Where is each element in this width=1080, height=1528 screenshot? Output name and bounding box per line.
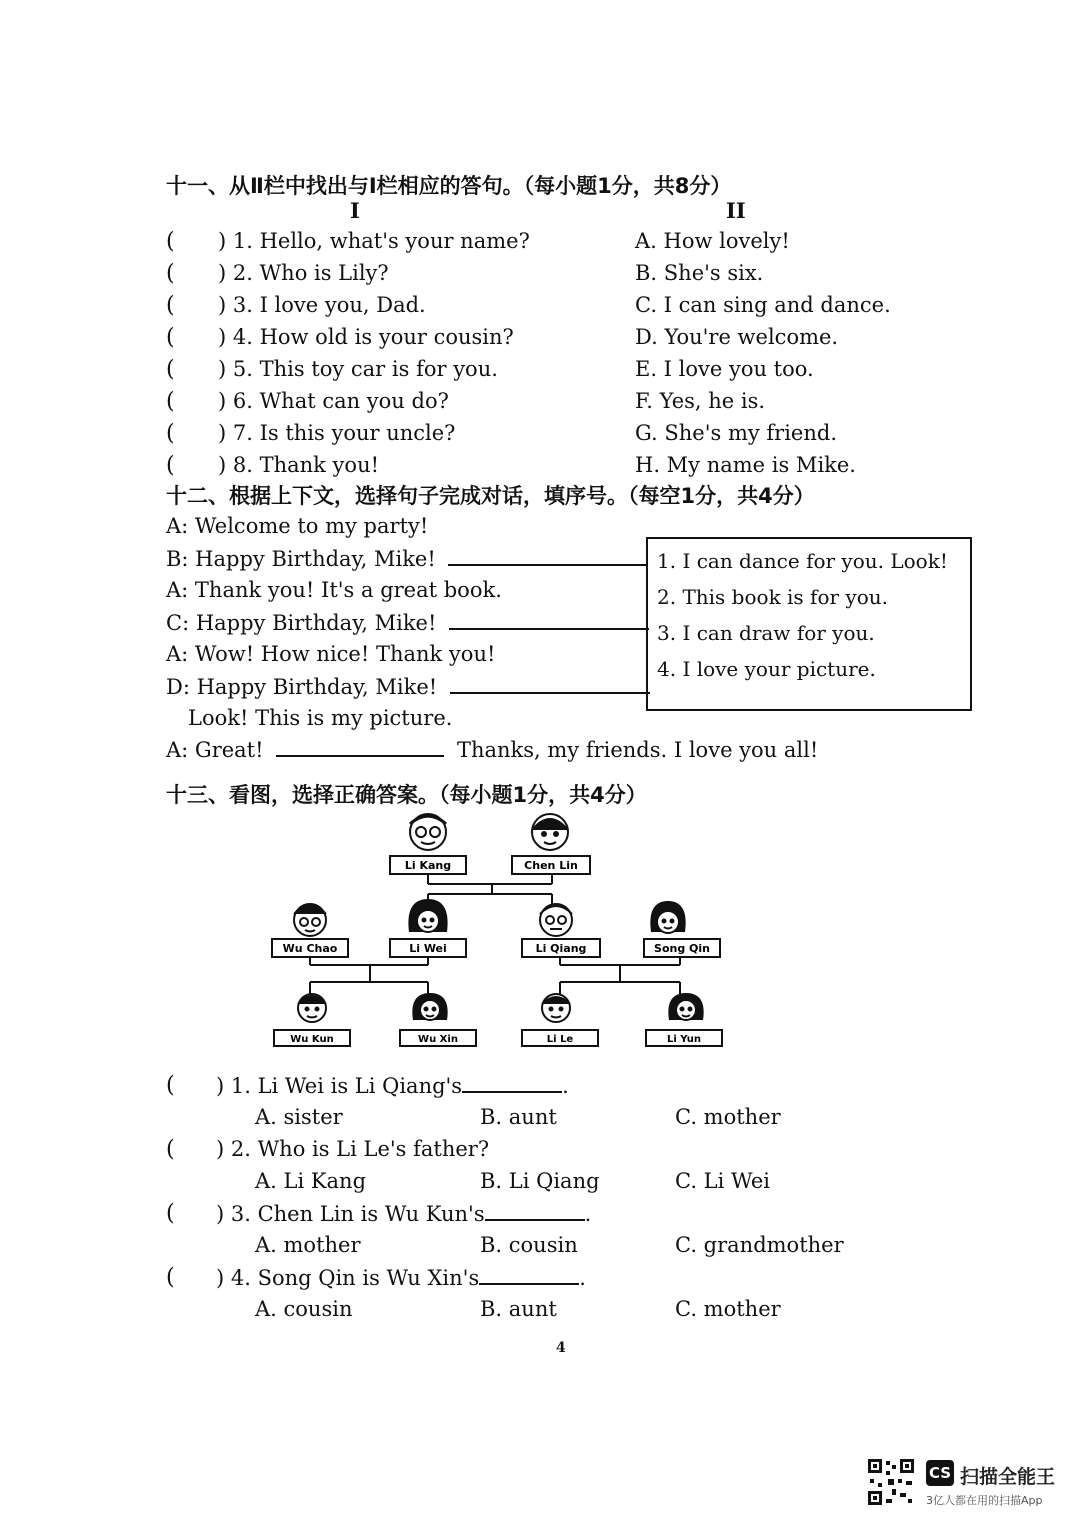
choice-c: C. grandmother [675,1233,844,1257]
fill-blank[interactable] [479,1265,579,1285]
woman-face-icon [409,900,446,932]
answer-paren[interactable]: ( [166,325,175,350]
dialogue-text: D: Happy Birthday, Mike! [166,675,438,699]
question-end: . [584,1202,592,1226]
person-li-le [522,994,598,1046]
question-text: ) 1. Li Wei is Li Qiang's [216,1074,463,1098]
boy-face-icon [542,994,570,1022]
answer-option: H. My name is Mike. [635,453,856,477]
fill-blank[interactable] [449,610,649,630]
choice-b: B. Li Qiang [480,1169,600,1193]
grandpa-face-icon [410,814,446,850]
girl-face-icon [669,994,702,1020]
question-item: ) 3. I love you, Dad. [218,293,426,317]
column-ii-header: II [726,198,746,223]
dialogue-line [166,737,818,762]
dialogue-line: A: Thank you! It's a great book. [166,578,502,602]
question-item [216,1265,586,1290]
person-li-kang [390,814,466,874]
person-wu-xin [400,994,476,1046]
question-end: . [562,1074,569,1098]
name-label: Song Qin [654,942,710,955]
name-label: Wu Kun [290,1034,334,1045]
choice-b: B. cousin [480,1233,578,1257]
question-item: ) 8. Thank you! [218,453,380,477]
answer-paren[interactable]: ( [166,1137,175,1162]
dialogue-line [166,546,648,571]
name-label: Li Kang [404,859,452,872]
question-item: ) 1. Hello, what's your name? [218,229,530,253]
section-11-title: 十一、从Ⅱ栏中找出与Ⅰ栏相应的答句。（每小题1分，共8分） [166,174,732,198]
name-label: Li Qiang [535,942,587,955]
boy-face-icon [298,994,326,1022]
question-item [216,1137,489,1161]
sentence-option: 2. This book is for you. [657,585,888,609]
girl-face-icon [413,994,446,1020]
choice-c: C. mother [675,1105,781,1129]
question-item: ) 7. Is this your uncle? [218,421,456,445]
question-text: ) 4. Song Qin is Wu Xin's [216,1266,480,1290]
person-song-qin [644,902,720,957]
qr-code-icon [866,1457,916,1507]
answer-paren[interactable]: ( [166,357,175,382]
answer-paren[interactable]: ( [166,293,175,318]
answer-option: A. How lovely! [635,229,790,253]
dialogue-line: A: Wow! How nice! Thank you! [166,642,496,666]
dialogue-line: Look! This is my picture. [188,706,453,730]
camscanner-logo-icon: CS [926,1460,954,1486]
choice-c: C. Li Wei [675,1169,771,1193]
dialogue-text: B: Happy Birthday, Mike! [166,547,436,571]
dialogue-line [166,610,649,635]
answer-paren[interactable]: ( [166,453,175,478]
question-end: . [579,1266,586,1290]
name-label: Wu Xin [418,1034,458,1045]
family-tree-diagram [260,808,740,1058]
choice-a: A. sister [255,1105,343,1129]
question-item [216,1073,569,1098]
choice-c: C. mother [675,1297,781,1321]
grandma-face-icon [532,814,568,850]
app-tagline: 3亿人都在用的扫描App [926,1494,1043,1507]
choice-a: A. Li Kang [255,1169,367,1193]
person-chen-lin [512,814,590,874]
dialogue-line: A: Welcome to my party! [166,514,429,538]
fill-blank[interactable] [450,674,650,694]
dialogue-line [166,674,650,699]
sentence-option: 1. I can dance for you. Look! [657,549,948,573]
answer-option: G. She's my friend. [635,421,837,445]
dialogue-text: C: Happy Birthday, Mike! [166,611,437,635]
fill-blank[interactable] [276,737,444,757]
app-name: 扫描全能王 [960,1466,1056,1488]
answer-paren[interactable]: ( [166,261,175,286]
man-face-icon [540,904,572,936]
person-wu-chao [272,904,348,957]
question-item: ) 5. This toy car is for you. [218,357,498,381]
question-item: ) 6. What can you do? [218,389,449,413]
answer-paren[interactable]: ( [166,421,175,446]
fill-blank[interactable] [485,1201,585,1221]
answer-paren[interactable]: ( [166,1201,175,1226]
answer-paren[interactable]: ( [166,229,175,254]
answer-paren[interactable]: ( [166,1073,175,1098]
name-label: Wu Chao [282,942,338,955]
man-face-icon [294,904,326,936]
choice-a: A. cousin [255,1297,353,1321]
section-13-title: 十三、看图，选择正确答案。（每小题1分，共4分） [166,783,647,807]
person-li-wei [390,900,466,957]
dialogue-text: A: Great! [166,738,264,762]
answer-option: E. I love you too. [635,357,814,381]
choice-b: B. aunt [480,1297,557,1321]
sentence-options-box [646,537,972,711]
person-wu-kun [274,994,350,1046]
fill-blank[interactable] [448,546,648,566]
answer-option: B. She's six. [635,261,764,285]
sentence-option: 3. I can draw for you. [657,621,875,645]
name-label: Li Yun [666,1034,702,1045]
person-li-qiang [522,904,600,957]
family-tree [260,808,740,1062]
answer-paren[interactable]: ( [166,389,175,414]
column-i-header: I [350,198,360,223]
section-12-title: 十二、根据上下文，选择句子完成对话，填序号。（每空1分，共4分） [166,484,815,508]
sentence-option: 4. I love your picture. [657,657,876,681]
dialogue-text: Thanks, my friends. I love you all! [456,738,819,762]
question-item [216,1201,591,1226]
name-label: Chen Lin [524,859,578,872]
question-text: ) 2. Who is Li Le's father? [216,1137,490,1161]
choice-b: B. aunt [480,1105,557,1129]
answer-paren[interactable]: ( [166,1265,175,1290]
page-number: 4 [556,1340,566,1356]
answer-option: D. You're welcome. [635,325,839,349]
question-item: ) 2. Who is Lily? [218,261,389,285]
question-item: ) 4. How old is your cousin? [218,325,514,349]
question-text: ) 3. Chen Lin is Wu Kun's [216,1202,485,1226]
name-label: Li Wei [409,942,447,955]
woman-face-icon [651,902,684,933]
choice-a: A. mother [255,1233,361,1257]
answer-option: F. Yes, he is. [635,389,766,413]
name-label: Li Le [546,1034,574,1045]
fill-blank[interactable] [462,1073,562,1093]
person-li-yun [646,994,722,1046]
answer-option: C. I can sing and dance. [635,293,891,317]
